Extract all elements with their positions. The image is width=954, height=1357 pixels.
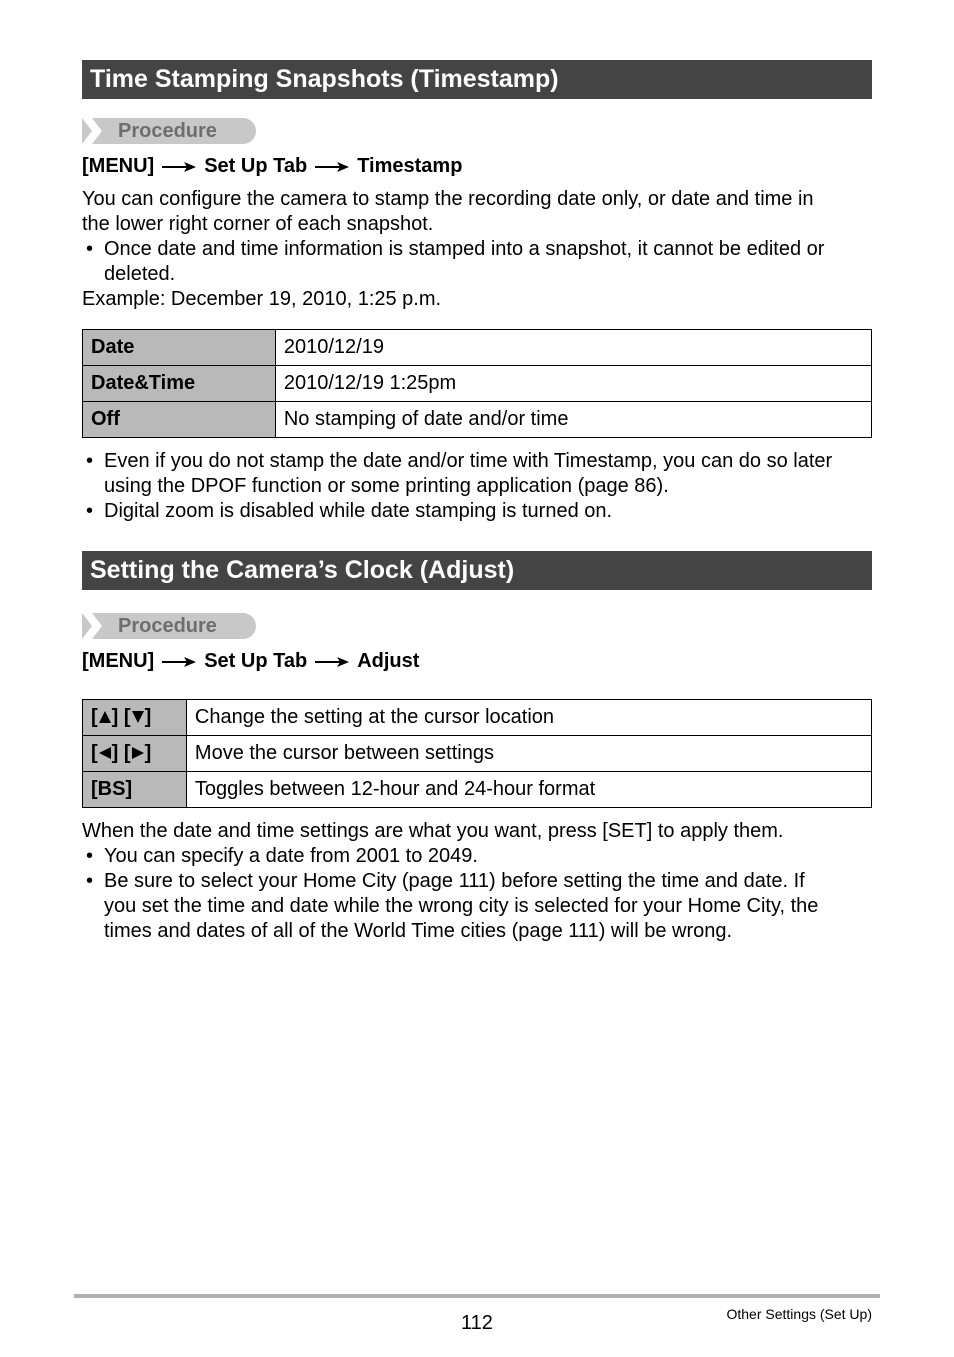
bracket: ] (144, 742, 152, 764)
table-value: Change the setting at the cursor location (186, 700, 871, 736)
table-row (83, 366, 872, 402)
text-line: Be sure to select your Home City (page 111) before setting the time and date. If (104, 870, 805, 892)
procedure-tag (82, 118, 256, 144)
bullet-item (82, 844, 882, 869)
adjust-table (82, 699, 872, 808)
timestamp-table (82, 329, 872, 438)
menu-path-step: Timestamp (357, 155, 463, 177)
down-triangle-icon (131, 710, 145, 724)
menu-path (82, 648, 419, 674)
arrow-right-icon (315, 656, 349, 668)
bullet-mark: • (86, 450, 94, 472)
table-key: Date (83, 330, 276, 366)
menu-path-step: Adjust (357, 650, 420, 672)
menu-path-step: Set Up Tab (204, 155, 308, 177)
text-line: using the DPOF function or some printing application (page 86). (104, 475, 669, 497)
table-value: Move the cursor between settings (186, 736, 871, 772)
after-text: When the date and time settings are what you want, press [SET] to apply them. (82, 820, 784, 842)
text-line: You can specify a date from 2001 to 2049. (104, 845, 478, 867)
table-row (83, 772, 872, 808)
text-line: times and dates of all of the World Time cities (page 111) will be wrong. (104, 920, 733, 942)
bullet-item (82, 449, 882, 499)
example-text: Example: December 19, 2010, 1:25 p.m. (82, 288, 442, 310)
table-value: 2010/12/19 (275, 330, 871, 366)
bullet-mark: • (86, 845, 94, 867)
procedure-tag (82, 613, 256, 639)
table-row (83, 402, 872, 438)
table-key (83, 700, 187, 736)
bullet-mark: • (86, 500, 94, 522)
bracket: ] [ (111, 706, 131, 728)
table-key: Date&Time (83, 366, 276, 402)
table-value: No stamping of date and/or time (275, 402, 871, 438)
page-number: 112 (461, 1312, 493, 1334)
text-line: You can configure the camera to stamp the recording date only, or date and time in (82, 188, 814, 210)
text-line: deleted. (104, 263, 176, 285)
menu-path-step: [MENU] (82, 650, 155, 672)
bullet-item (82, 499, 882, 524)
left-triangle-icon (98, 746, 112, 760)
table-row (83, 330, 872, 366)
table-value: 2010/12/19 1:25pm (275, 366, 871, 402)
chevron-right-icon (82, 118, 106, 144)
menu-path-step: [MENU] (82, 155, 155, 177)
text-line: Even if you do not stamp the date and/or time with Timestamp, you can do so later (104, 450, 833, 472)
footer-divider (74, 1294, 880, 1298)
section-title-timestamp: Time Stamping Snapshots (Timestamp) (82, 60, 872, 99)
table-key (83, 736, 187, 772)
text-line: you set the time and date while the wrong city is selected for your Home City, the (104, 895, 819, 917)
menu-path-step: Set Up Tab (204, 650, 308, 672)
procedure-label: Procedure (118, 120, 217, 142)
bullet-item (82, 237, 882, 287)
menu-path (82, 153, 462, 179)
arrow-right-icon (315, 161, 349, 173)
chapter-label: Other Settings (Set Up) (726, 1306, 872, 1322)
bracket: [ (91, 742, 98, 764)
section-title-adjust: Setting the Camera’s Clock (Adjust) (82, 551, 872, 590)
text-line: Digital zoom is disabled while date stamping is turned on. (104, 500, 613, 522)
up-triangle-icon (98, 710, 112, 724)
bullet-mark: • (86, 870, 94, 892)
right-triangle-icon (131, 746, 145, 760)
table-value: Toggles between 12-hour and 24-hour format (186, 772, 871, 808)
text-line: the lower right corner of each snapshot. (82, 213, 434, 235)
bracket: ] (144, 706, 152, 728)
bracket: [ (91, 706, 98, 728)
table-row (83, 736, 872, 772)
text-line: Once date and time information is stamped into a snapshot, it cannot be edited or (104, 238, 825, 260)
intro-text (82, 187, 882, 237)
table-key: Off (83, 402, 276, 438)
table-row (83, 700, 872, 736)
arrow-right-icon (162, 161, 196, 173)
arrow-right-icon (162, 656, 196, 668)
table-key: [BS] (83, 772, 187, 808)
chevron-right-icon (82, 613, 106, 639)
bullet-item (82, 869, 882, 944)
procedure-label: Procedure (118, 615, 217, 637)
bullet-mark: • (86, 238, 94, 260)
bracket: ] [ (111, 742, 131, 764)
